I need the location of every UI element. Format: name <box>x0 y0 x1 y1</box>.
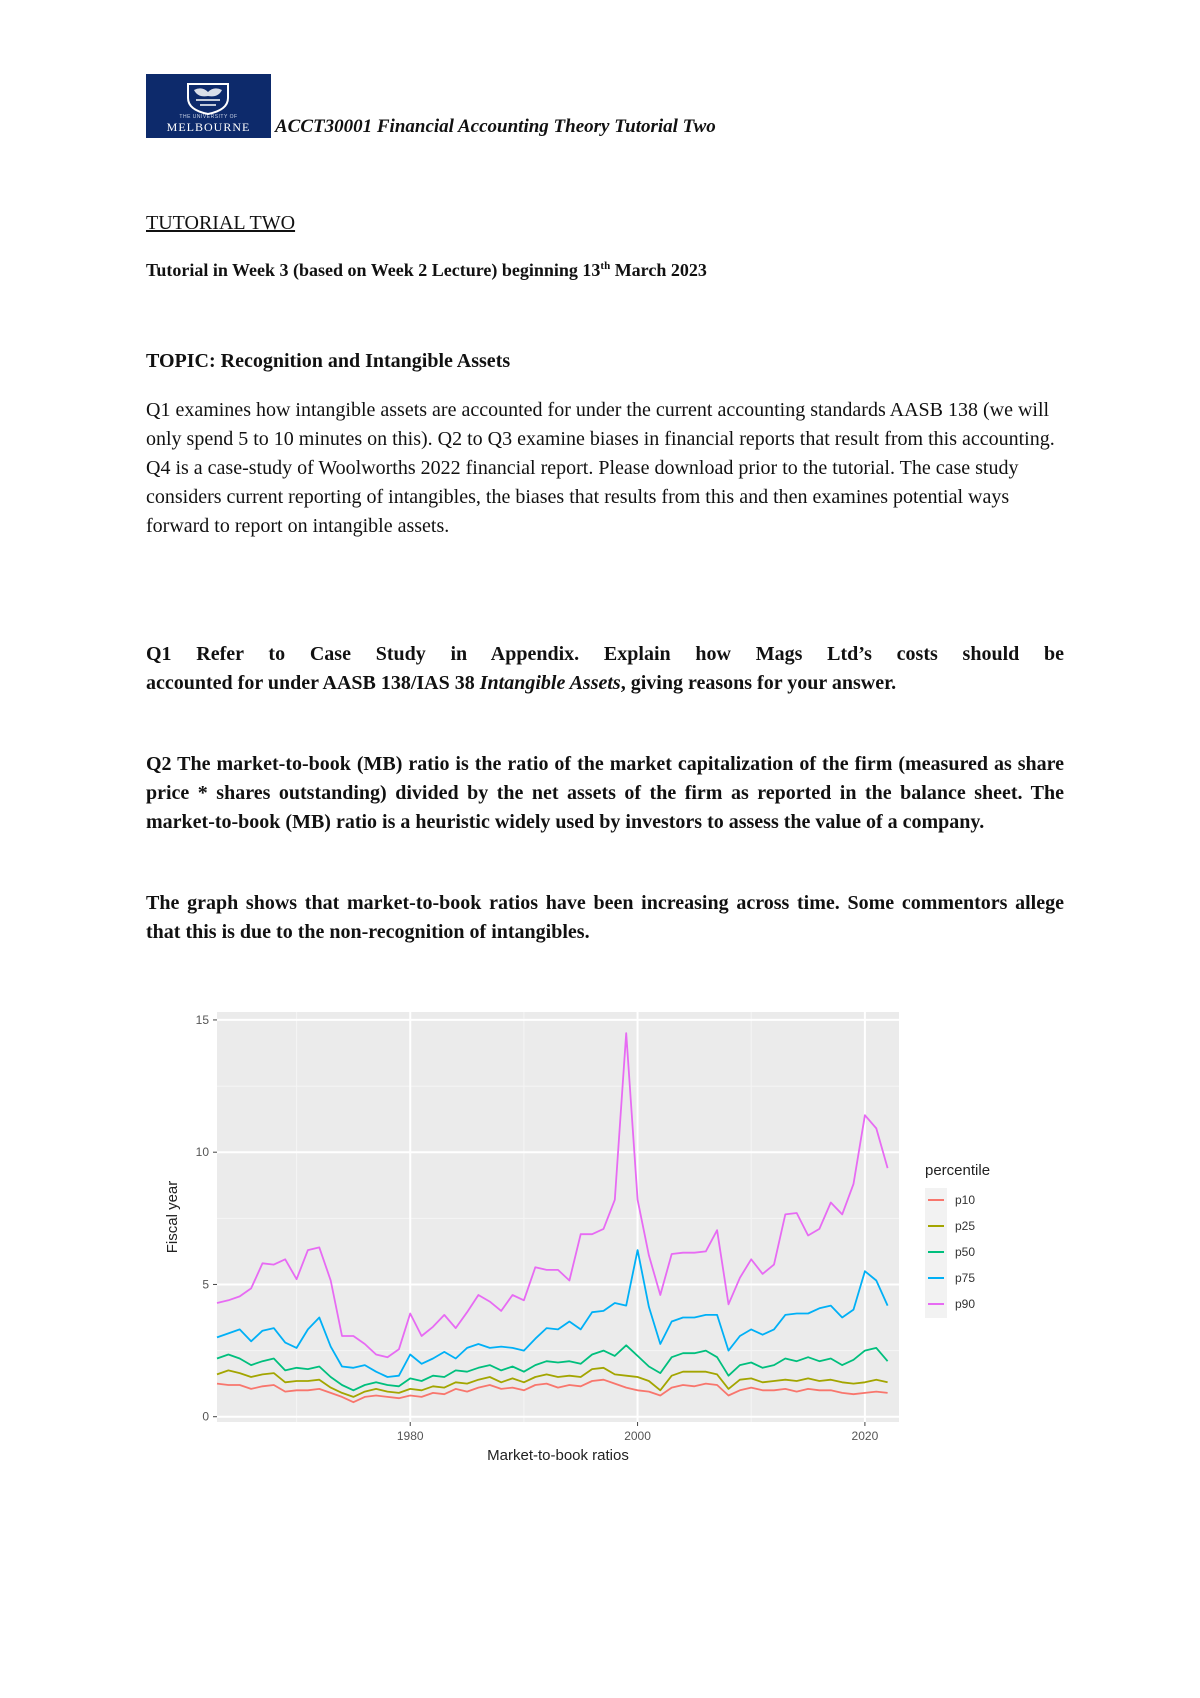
question-2-graph-note: The graph shows that market-to-book ratios have been increasing across time. Some commentors allege that this is due to the non-recognition of intangibles. <box>146 892 1064 943</box>
question-1-line-2 <box>146 669 1064 698</box>
y-tick-label: 5 <box>202 1277 209 1292</box>
subtitle-text: Tutorial in Week 3 (based on Week 2 Lecture) beginning 13 <box>146 260 601 280</box>
question-2: Q2 The market-to-book (MB) ratio is the ratio of the market capitalization of the firm (measured as share price * shares outstanding) divided by the net assets of the firm as reported in the balance sheet. The market-to-book (MB) ratio is a heuristic widely used by investors to assess the value of a company. <box>146 753 1064 833</box>
y-axis <box>196 1013 217 1424</box>
logo-wordmark: MELBOURNE <box>166 120 251 134</box>
market-to-book-chart <box>155 1000 1035 1470</box>
q1-standard-name: Intangible Assets <box>479 672 621 694</box>
subtitle-month: March 2023 <box>610 260 707 280</box>
x-tick-label: 2000 <box>624 1429 651 1443</box>
topic-heading: TOPIC: Recognition and Intangible Assets <box>146 350 511 372</box>
legend-label-p75: p75 <box>955 1271 976 1285</box>
course-title: ACCT30001 Financial Accounting Theory Tutorial Two <box>275 116 716 137</box>
logo-small-text: THE UNIVERSITY OF <box>179 114 238 120</box>
x-tick-label: 1980 <box>396 1429 424 1443</box>
x-axis <box>397 1422 879 1443</box>
y-tick-label: 0 <box>202 1409 209 1424</box>
tutorial-subtitle <box>146 260 1064 281</box>
x-axis-label: Market-to-book ratios <box>487 1447 629 1464</box>
legend-label-p10: p10 <box>955 1193 976 1207</box>
crest-icon <box>182 80 234 116</box>
q1-text: accounted for under AASB 138/IAS 38 <box>146 672 480 694</box>
legend-title: percentile <box>925 1162 991 1179</box>
question-1 <box>146 640 1064 698</box>
y-tick-label: 15 <box>195 1012 209 1027</box>
legend-label-p25: p25 <box>955 1219 976 1233</box>
intro-paragraph: Q1 examines how intangible assets are accounted for under the current accounting standards AASB 138 (we will only spend 5 to 10 minutes on this). Q2 to Q3 examine biases in financial reports that result from this accounting. Q4 is a case-study of Woolworths 2022 financial report. Please download prior to the tutorial. The case study considers current reporting of intangibles, the biases that results from this and then examines potential ways forward to report on intangible assets. <box>146 399 1055 537</box>
question-1-line-1: Q1 Refer to Case Study in Appendix. Explain how Mags Ltd’s costs should be <box>146 643 1064 665</box>
university-logo <box>146 74 271 138</box>
chart-legend <box>925 1162 990 1318</box>
legend-label-p50: p50 <box>955 1245 976 1259</box>
page-header <box>146 68 716 138</box>
chart-svg <box>155 1000 1035 1470</box>
y-axis-label: Fiscal year <box>164 1180 181 1254</box>
x-tick-label: 2020 <box>851 1429 879 1443</box>
y-tick-label: 10 <box>195 1145 209 1160</box>
tutorial-title: TUTORIAL TWO <box>146 212 296 234</box>
q1-text-end: , giving reasons for your answer. <box>620 672 897 694</box>
legend-label-p90: p90 <box>955 1297 976 1311</box>
subtitle-ordinal: th <box>600 260 611 272</box>
